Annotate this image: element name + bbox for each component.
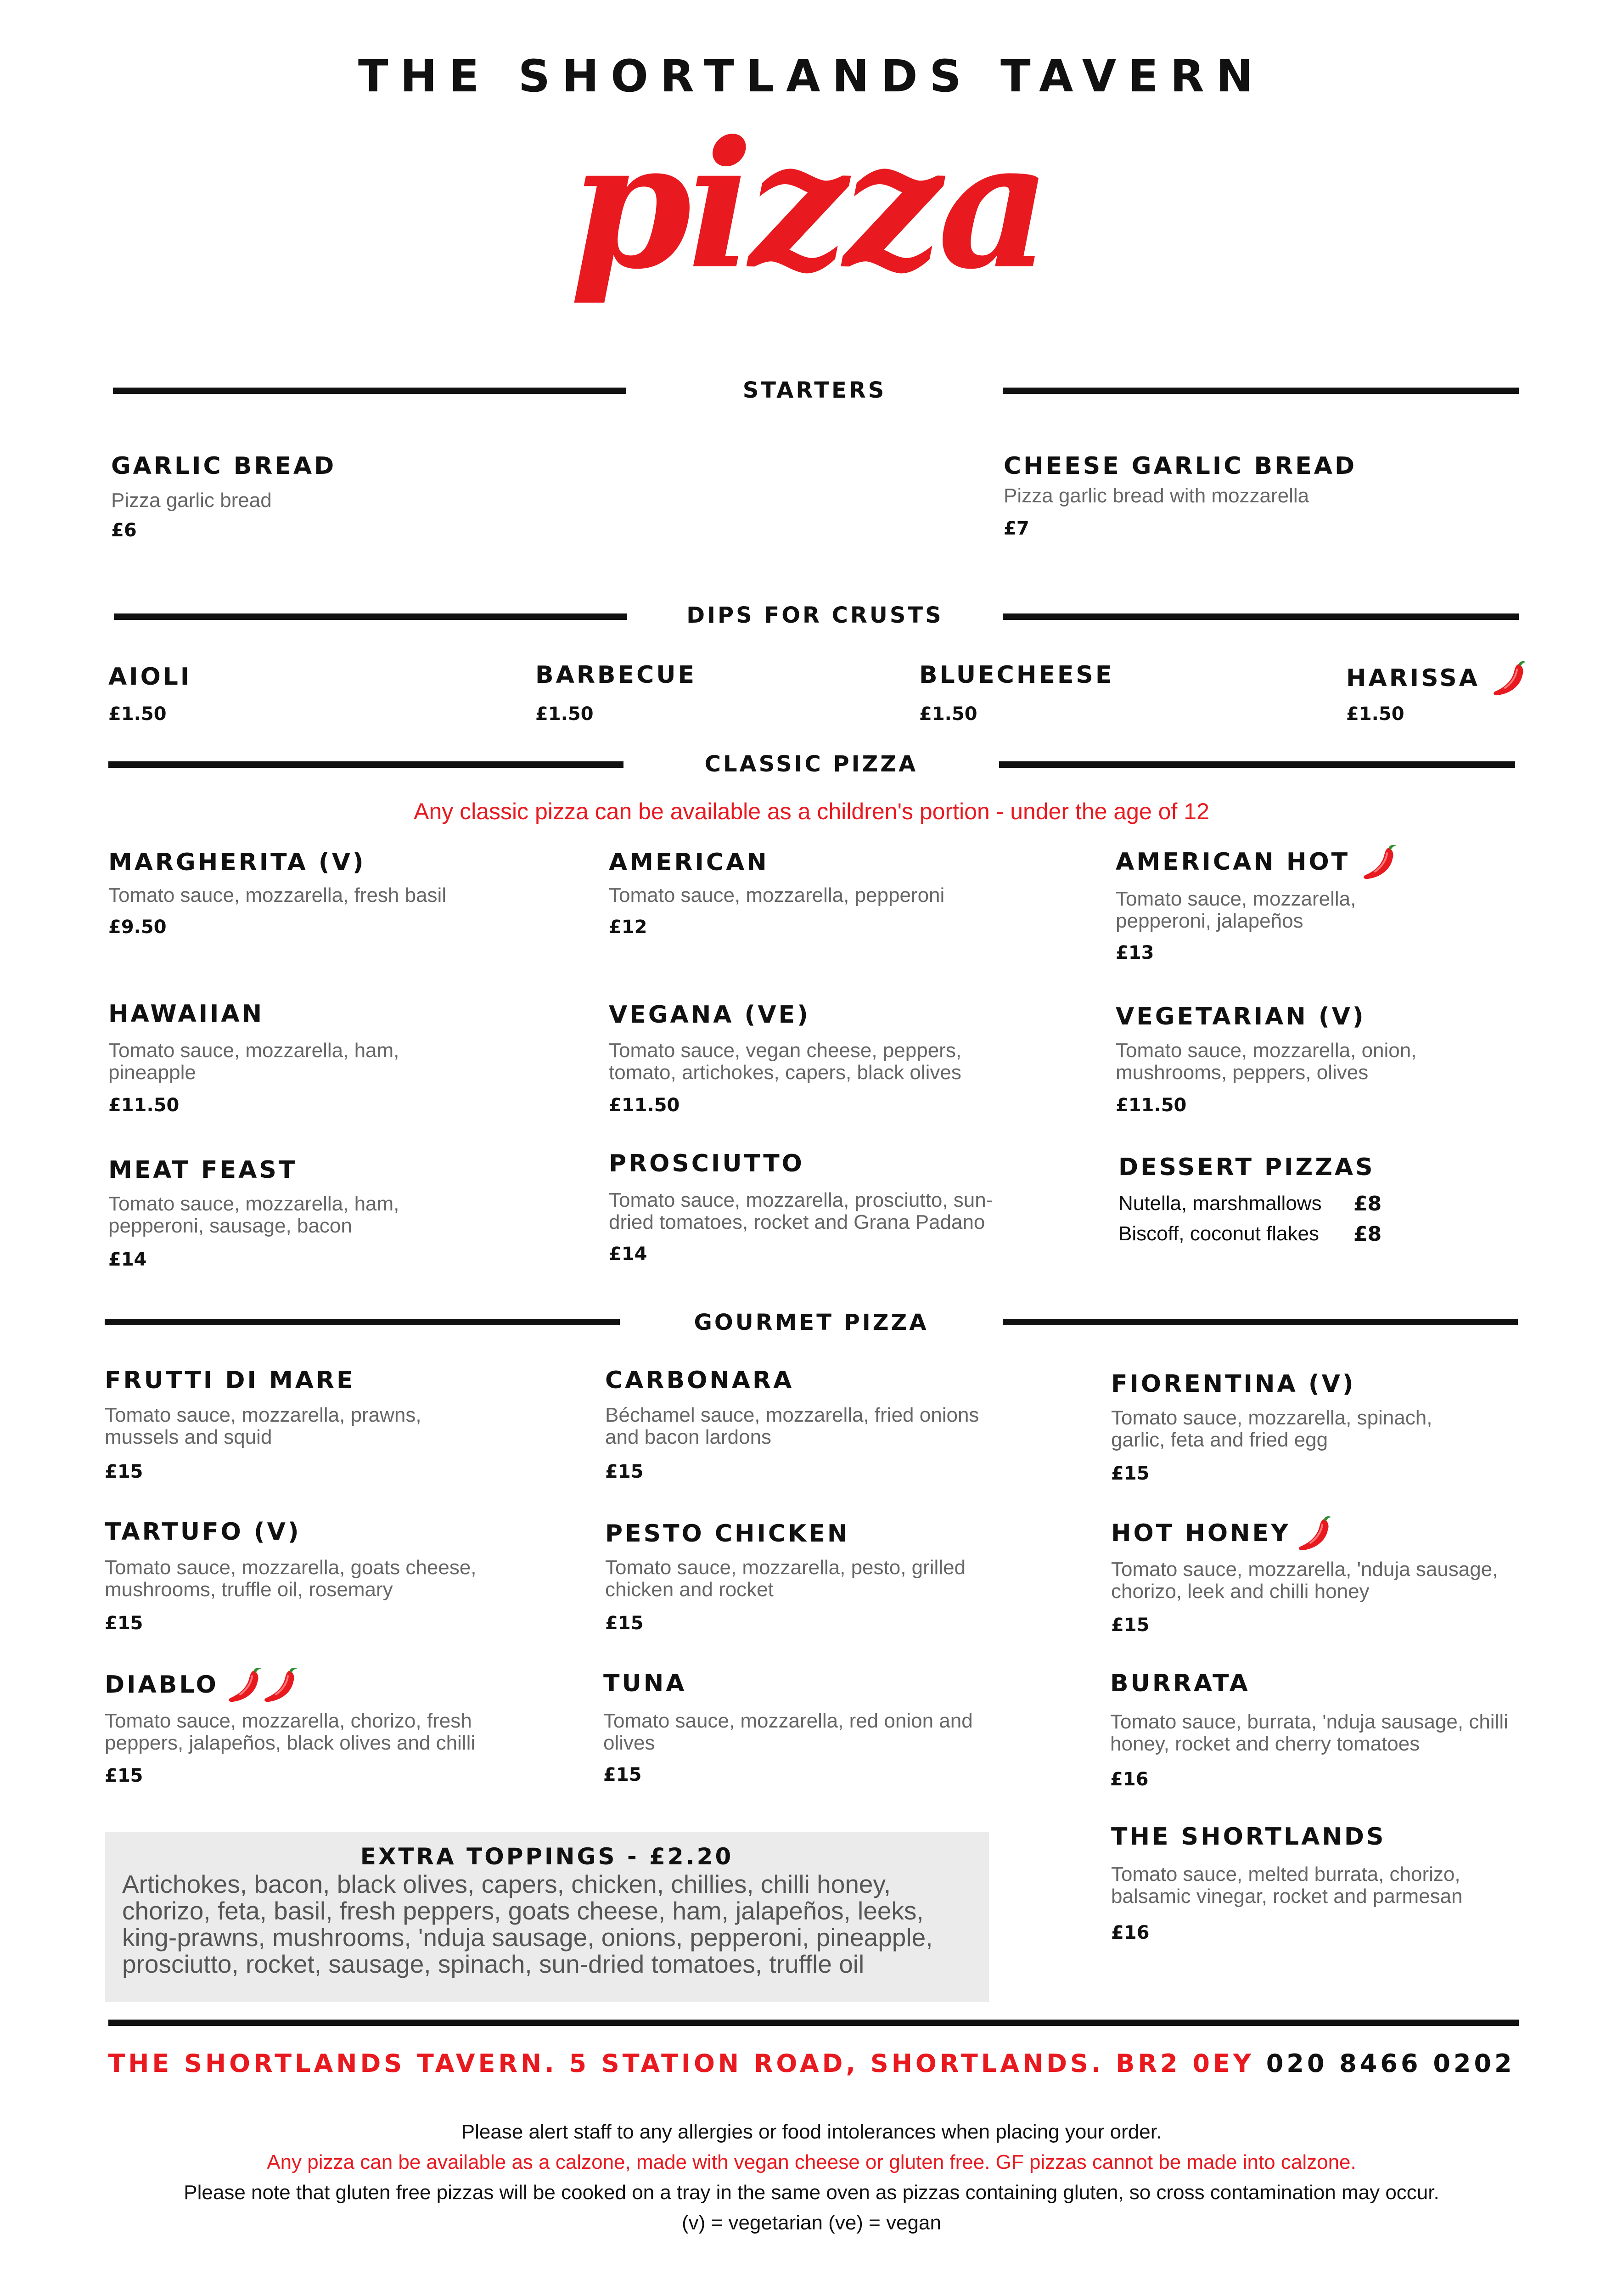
item-price: £15 — [105, 1613, 143, 1634]
item-price: £15 — [603, 1764, 642, 1785]
item-desc: Tomato sauce, mozzarella, pepperoni — [609, 884, 945, 906]
diet-legend: (v) = vegetarian (ve) = vegan — [682, 2212, 941, 2234]
item-price: £14 — [609, 1244, 647, 1265]
chili-icon — [1293, 1516, 1335, 1553]
item-name: THE SHORTLANDS — [1111, 1823, 1386, 1851]
item-desc: Tomato sauce, mozzarella, onion, mushrooms, peppers, olives — [1116, 1039, 1417, 1084]
item-name: PESTO CHICKEN — [605, 1520, 850, 1548]
item-desc: Pizza garlic bread with mozzarella — [1004, 484, 1309, 507]
chili-icon — [1488, 661, 1529, 698]
pizza-logo-text: pizza — [570, 106, 1046, 308]
item-name: VEGANA (VE) — [609, 1001, 810, 1029]
dessert-price: £8 — [1353, 1192, 1382, 1216]
item-price: £15 — [605, 1613, 644, 1634]
footer-address: THE SHORTLANDS TAVERN. 5 STATION ROAD, SHORTLANDS. BR2 0EY — [108, 2049, 1254, 2078]
rule-right — [1003, 1319, 1518, 1325]
footer-phone: 020 8466 0202 — [1266, 2049, 1515, 2078]
item-name: FIORENTINA (V) — [1111, 1370, 1356, 1398]
item-desc: Tomato sauce, mozzarella, pepperoni, jalapeños — [1116, 888, 1356, 932]
item-price: £15 — [105, 1461, 143, 1482]
footer-rule — [108, 2020, 1519, 2026]
allergy-note: Please alert staff to any allergies or food intolerances when placing your order. — [461, 2121, 1162, 2143]
item-name: VEGETARIAN (V) — [1116, 1003, 1366, 1030]
item-desc: Pizza garlic bread — [111, 489, 272, 512]
item-price: £16 — [1110, 1769, 1149, 1790]
item-desc: Tomato sauce, mozzarella, prawns, mussels and squid — [105, 1404, 421, 1448]
dessert-price: £8 — [1353, 1222, 1382, 1246]
dip-harissa — [1346, 661, 1529, 698]
dessert-item: Nutella, marshmallows — [1118, 1192, 1322, 1215]
item-name: HOT HONEY — [1111, 1519, 1291, 1547]
item-name: FRUTTI DI MARE — [105, 1367, 355, 1394]
item-name: MEAT FEAST — [108, 1156, 298, 1184]
rule-left — [113, 388, 626, 394]
item-price: £16 — [1111, 1922, 1150, 1943]
item-desc: Tomato sauce, melted burrata, chorizo, balsamic vinegar, rocket and parmesan — [1111, 1863, 1463, 1908]
dessert-title: DESSERT PIZZAS — [1118, 1154, 1375, 1181]
dip-name: HARISSA — [1346, 664, 1480, 692]
item-name: CHEESE GARLIC BREAD — [1004, 452, 1357, 480]
item-price: £14 — [108, 1249, 147, 1270]
section-starters: STARTERS — [742, 377, 887, 403]
item-price: £13 — [1116, 942, 1154, 963]
gluten-note: Please note that gluten free pizzas will be cooked on a tray in the same oven as pizzas containing gluten, so cross contamination may occur. — [184, 2181, 1439, 2204]
item-price: £6 — [111, 520, 137, 541]
item-price: £15 — [1111, 1615, 1150, 1636]
section-classic: CLASSIC PIZZA — [704, 751, 918, 777]
item-desc: Tomato sauce, mozzarella, red onion and olives — [603, 1710, 973, 1754]
item-name: GARLIC BREAD — [111, 452, 337, 480]
item-price: £15 — [605, 1461, 644, 1482]
rule-right — [1003, 388, 1519, 394]
item-desc: Tomato sauce, mozzarella, ham, pepperoni, sausage, bacon — [108, 1193, 399, 1237]
double-chili-icon — [223, 1668, 301, 1705]
rule-right — [999, 761, 1515, 768]
item-desc: Tomato sauce, mozzarella, pesto, grilled chicken and rocket — [605, 1556, 966, 1601]
item-name: PROSCIUTTO — [609, 1150, 804, 1177]
section-gourmet: GOURMET PIZZA — [694, 1310, 929, 1335]
item-american-hot — [1116, 845, 1399, 882]
classic-children-note: Any classic pizza can be available as a children's portion - under the age of 12 — [414, 799, 1209, 824]
item-price: £11.50 — [1116, 1095, 1187, 1116]
dip-price: £1.50 — [108, 703, 167, 725]
item-name: AMERICAN HOT — [1116, 848, 1350, 876]
item-desc: Tomato sauce, burrata, 'nduja sausage, chilli honey, rocket and cherry tomatoes — [1110, 1711, 1508, 1755]
rule-left — [108, 761, 623, 768]
rule-right — [1003, 613, 1519, 620]
item-desc: Tomato sauce, mozzarella, 'nduja sausage, chorizo, leek and chilli honey — [1111, 1558, 1498, 1603]
item-price: £11.50 — [108, 1095, 180, 1116]
rule-left — [105, 1319, 620, 1325]
item-desc: Tomato sauce, mozzarella, chorizo, fresh peppers, jalapeños, black olives and chilli — [105, 1710, 476, 1754]
item-name: TUNA — [603, 1670, 687, 1697]
item-name: DIABLO — [105, 1671, 219, 1699]
dip-price: £1.50 — [1346, 703, 1404, 725]
item-price: £11.50 — [609, 1095, 680, 1116]
chili-icon — [1358, 845, 1399, 882]
item-name: TARTUFO (V) — [105, 1518, 301, 1546]
item-desc: Tomato sauce, mozzarella, goats cheese, mushrooms, truffle oil, rosemary — [105, 1556, 477, 1601]
dip-price: £1.50 — [535, 703, 594, 725]
item-desc: Tomato sauce, mozzarella, fresh basil — [108, 884, 447, 906]
item-price: £9.50 — [108, 917, 167, 938]
extra-toppings-box — [105, 1832, 989, 2002]
item-desc: Tomato sauce, mozzarella, prosciutto, sun-dried tomatoes, rocket and Grana Padano — [609, 1189, 993, 1233]
footer-contact — [0, 2049, 1623, 2078]
item-price: £15 — [105, 1765, 143, 1786]
item-price: £7 — [1004, 518, 1029, 539]
extra-toppings-list: Artichokes, bacon, black olives, capers, chicken, chillies, chilli honey, chorizo, feta, basil, fresh peppers, goats cheese, ham, jalapeños, leeks, king-prawns, mushrooms, 'nduja sausage, onions, pepperoni, pineapple, prosciutto, rocket, sausage, spinach, sun-dried tomatoes, truffle oil — [122, 1870, 933, 1978]
venue-title: THE SHORTLANDS TAVERN — [358, 51, 1265, 102]
item-price: £12 — [609, 917, 647, 938]
item-name: AMERICAN — [609, 849, 769, 876]
section-dips: DIPS FOR CRUSTS — [686, 602, 943, 628]
rule-left — [114, 613, 627, 620]
item-desc: Béchamel sauce, mozzarella, fried onions and bacon lardons — [605, 1404, 979, 1448]
item-hot-honey — [1111, 1516, 1335, 1553]
dip-price: £1.50 — [919, 703, 977, 725]
pizza-logo — [542, 106, 1074, 363]
item-name: MARGHERITA (V) — [108, 849, 366, 876]
item-name: BURRATA — [1110, 1670, 1250, 1697]
dip-name: BLUECHEESE — [919, 661, 1114, 689]
item-desc: Tomato sauce, mozzarella, ham, pineapple — [108, 1039, 399, 1084]
dip-name: BARBECUE — [535, 661, 696, 689]
dessert-item: Biscoff, coconut flakes — [1118, 1222, 1319, 1245]
item-name: HAWAIIAN — [108, 1000, 264, 1028]
item-diablo — [105, 1668, 301, 1705]
item-desc: Tomato sauce, mozzarella, spinach, garlic, feta and fried egg — [1111, 1407, 1432, 1451]
calzone-note: Any pizza can be available as a calzone, made with vegan cheese or gluten free. GF pizzas cannot be made into calzone. — [267, 2151, 1356, 2173]
item-price: £15 — [1111, 1463, 1150, 1484]
extra-toppings-title: EXTRA TOPPINGS - £2.20 — [360, 1843, 734, 1870]
item-desc: Tomato sauce, vegan cheese, peppers, tomato, artichokes, capers, black olives — [609, 1039, 962, 1084]
item-name: CARBONARA — [605, 1367, 794, 1394]
dip-name: AIOLI — [108, 663, 192, 691]
